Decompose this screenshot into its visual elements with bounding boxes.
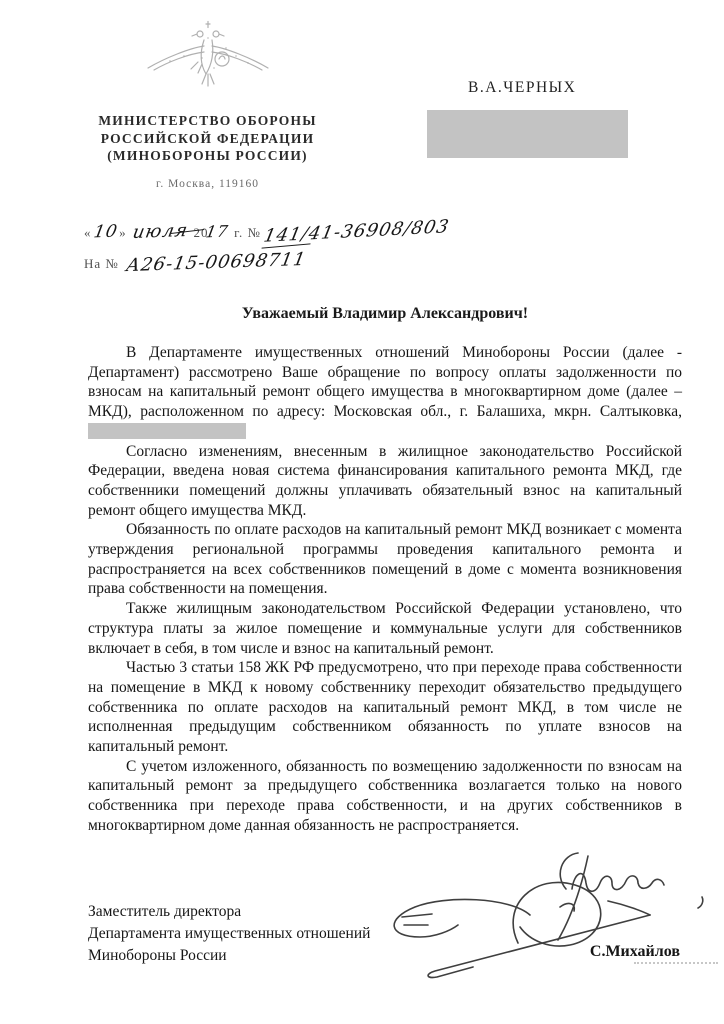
handwritten-month: июля: [130, 220, 190, 243]
outgoing-reference-line: [84, 216, 452, 247]
reply-label: На №: [84, 256, 119, 271]
body-paragraph: [88, 599, 682, 658]
recipient-name: В.А.ЧЕРНЫХ: [468, 79, 577, 96]
number-sign: №: [247, 225, 261, 240]
reply-reference-line: [84, 248, 308, 277]
signer-position-line1: Заместитель директора: [88, 903, 242, 920]
body-paragraph: [88, 757, 682, 836]
handwritten-reply-number: А26-15-00698711: [124, 248, 308, 277]
org-name-line3: (МИНОБОРОНЫ РОССИИ): [107, 148, 308, 163]
paragraph-text: С учетом изложенного, обязанность по возмещению задолженности по взносам на капитальный ремонт за предыдущего собственника возлагается только на нового собственника при переходе права собственности, и на других собственников в многоквартирном доме данная обязанность не распространяется.: [88, 757, 682, 834]
letter-body: [88, 343, 682, 836]
quote-open: «: [84, 225, 92, 240]
body-paragraph: [88, 520, 682, 599]
paragraph-text: Частью 3 статьи 158 ЖК РФ предусмотрено, что при переходе права собственности на помещение в МКД к новому собственнику переходит обязательство предыдущего собственника по оплате расходов на капитальный ремонт МКД, в том числе не исполненная предыдущим собственником обязанность по уплате взносов на капитальный ремонт.: [88, 659, 682, 756]
year-prefix: 20: [193, 225, 209, 240]
body-paragraph: [88, 658, 682, 757]
letterhead: [70, 112, 345, 190]
signer-position-line3: Минобороны России: [88, 947, 227, 964]
redaction-inline-address: [88, 423, 246, 439]
org-name-line2: РОССИЙСКОЙ ФЕДЕРАЦИИ: [100, 130, 315, 146]
body-paragraph: [88, 442, 682, 521]
handwritten-day: 10: [91, 221, 119, 243]
org-address: г. Москва, 119160: [155, 177, 260, 190]
ministry-emblem: [140, 18, 275, 88]
signer-position-line2: Департамента имущественных отношений: [88, 925, 371, 942]
org-name-line1: МИНИСТЕРСТВО ОБОРОНЫ: [98, 113, 317, 128]
signer-position: [88, 901, 370, 967]
paragraph-text: Обязанность по оплате расходов на капитальный ремонт МКД возникает с момента утверждения региональной программы проведения капитального ремонта и распространяется на всех собственников помещений в доме с момента возникновения права собственности на помещения.: [88, 521, 682, 598]
paragraph-text: Также жилищным законодательством Российской Федерации установлено, что структура платы за жилое помещение и коммунальные услуги для собственников включает в себя, в том числе и взнос на капитальный ремонт.: [88, 600, 682, 657]
signer-name: С.Михайлов: [589, 943, 680, 960]
quote-close: »: [119, 225, 127, 240]
paragraph-text: В Департаменте имущественных отношений Минобороны России (далее - Департамент) рассмотрено Ваше обращение по вопросу оплаты задолженности по взносам на капитальный ремонт общего имущества в многоквартирном доме (далее – МКД), расположенном по адресу: Московская обл., г. Балашиха, мкрн. Салтыковка,: [88, 344, 682, 421]
double-headed-eagle-icon: [140, 18, 275, 88]
body-paragraph: [88, 343, 682, 442]
handwritten-outgoing-number: 141/41-36908/803: [261, 216, 452, 247]
paragraph-text: Согласно изменениям, внесенным в жилищное законодательство Российской Федерации, введена новая система финансирования капитального ремонта МКД, где собственники помещений должны уплачивать обязательный взнос на капитальный ремонт общего имущества МКД.: [88, 442, 682, 519]
redaction-block-recipient-address: [427, 110, 628, 158]
year-suffix: г.: [234, 225, 244, 240]
salutation: Уважаемый Владимир Александрович!: [241, 305, 529, 322]
handwritten-year: 17: [204, 221, 231, 242]
dotted-line-artifact: [634, 962, 718, 964]
